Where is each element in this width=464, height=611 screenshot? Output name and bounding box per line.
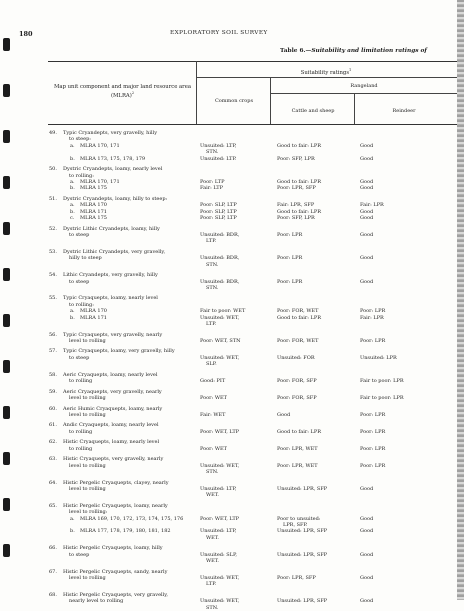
crops-rating: STN. [206,149,219,156]
sub-letter: a. [70,202,75,209]
sub-mlra: MLRA 173, 175, 178, 179 [80,155,146,162]
page-edge [457,0,464,600]
map-unit-name: hilly to steep [69,255,102,262]
reindeer-rating: Poor: LPR [360,445,386,452]
map-unit-header-text: Map unit component and major land resource area (MLRA) [53,84,191,100]
sub-mlra: MLRA 175 [80,215,107,221]
cattle-rating: Poor: SFP, LPR [277,215,315,221]
cattle-rating: Unsuited: LPR, SFP [277,598,328,605]
crops-rating: Poor: LTP [200,178,225,185]
map-unit-name: to steep [69,278,90,285]
row-number: 63. [49,456,57,463]
sub-letter: a. [70,308,75,315]
map-unit-name: to steep [69,231,90,238]
crops-rating: WET. [206,534,219,541]
cattle-header: Cattle and sheep [291,108,335,114]
map-unit-name: to rolling [69,378,93,385]
header-rule [196,77,457,78]
row-number: 61. [49,422,57,429]
crops-rating: LTP. [206,581,217,588]
suitability-note: 1 [349,68,352,72]
sub-letter: b. [70,314,75,321]
cattle-rating: Poor: LPR, WET [277,445,318,452]
row-number: 56. [49,331,57,338]
map-unit-name: Typic Cryaquepts, loamy, very gravelly, hilly [63,348,175,355]
cattle-rating: Poor: FOR, SFP [277,395,317,401]
cattle-rating: Poor: LPR [277,278,303,285]
sub-letter: c. [70,215,75,221]
reindeer-header: Reindeer [392,108,416,114]
row-number: 68. [49,591,57,598]
cattle-rating: Good [277,411,291,418]
map-unit-name: Aeric Cryaquepts, very gravelly, nearly [63,388,162,395]
reindeer-rating: Poor: LPR [360,411,386,418]
sub-mlra: MLRA 170 [80,202,107,209]
reindeer-rating: Good [360,255,374,262]
map-unit-name: Dystric Lithic Cryandepts, loamy, hilly [63,225,160,232]
crops-rating: Poor: SLP, LTP [200,208,237,215]
reindeer-rating: Good [360,155,374,162]
sub-letter: a. [70,515,75,522]
map-unit-name: Histic Cryaquepts, loamy, nearly level [63,439,160,446]
map-unit-name: level to rolling [69,395,106,401]
cattle-rating: Poor: FOR, SFP [277,378,317,385]
table-caption [280,48,427,54]
crops-rating: Unsuited: WET, [200,462,240,469]
crops-rating: Unsuited: WET, [200,598,240,605]
crops-rating: SLP. [206,361,217,368]
reindeer-rating: Poor: LPR [360,308,386,315]
common-crops-header: Common crops [214,98,254,104]
row-number: 66. [49,545,57,552]
map-unit-name: Andic Cryaquepts, loamy, nearly level [63,422,159,429]
map-unit-name: to rolling [69,445,93,452]
crops-rating: Poor: WET [200,395,227,401]
map-unit-name: level to rolling [69,462,106,469]
crops-rating: STN. [206,261,219,268]
map-unit-name: Aeric Humic Cryaquepts, loamy, nearly [63,405,163,412]
map-unit-name: Histic Pergelic Cryaquepts, clayey, nearly [63,479,169,486]
crops-rating: Fair: WET [200,411,226,418]
cattle-rating: Poor: LPR, WET [277,462,318,469]
map-unit-name: Dystric Cryandepts, loamy, hilly to steep: [63,195,168,202]
sub-letter: b. [70,528,75,535]
cattle-rating: Good to fair: LPR [277,314,321,321]
cattle-rating: Good to fair: LPR [277,428,321,435]
map-unit-name: Histic Cryaquepts, very gravelly, nearly [63,456,164,463]
row-number: 67. [49,568,57,575]
row-number: 50. [49,166,57,173]
map-unit-name: Typic Cryandepts, very gravelly, hilly [63,130,158,136]
crops-rating: WET. [206,492,219,499]
cattle-rating: Good to fair: LPR [277,208,321,215]
map-unit-name: Typic Cryaquepts, loamy, nearly level [63,295,158,302]
crops-rating: Poor: WET [200,445,227,452]
crops-rating: WET. [206,558,219,565]
map-unit-name: Histic Pergelic Cryaquepts, loamy, hilly [63,545,163,552]
sub-letter: b. [70,155,75,162]
row-number: 49. [49,130,57,136]
crops-rating: Unsuited: SLP, [200,551,237,558]
cattle-rating: Poor: LPR [277,231,303,238]
row-number: 55. [49,295,57,302]
cattle-rating: Fair: LPR, SFP [277,202,315,209]
cattle-rating: Poor: LPR [277,255,303,262]
sub-letter: a. [70,142,75,149]
crops-rating: Unsuited: BDR, [200,255,240,262]
reindeer-rating: Good [360,528,374,535]
sub-mlra: MLRA 170, 171 [80,142,120,149]
reindeer-rating: Good [360,215,374,221]
crops-rating: LTP. [206,238,217,245]
sub-letter: b. [70,185,75,192]
crops-rating: STN. [206,469,219,475]
header-bottom-rule [48,124,457,125]
reindeer-rating: Good [360,178,374,185]
map-unit-name: to steep: [69,136,91,143]
reindeer-rating: Good [360,575,374,581]
crops-rating: Poor: WET, STN [200,337,241,344]
map-unit-name: Typic Cryaquepts, very gravelly, nearly [63,331,163,338]
row-number: 57. [49,348,57,355]
map-unit-name: to rolling: [69,301,94,308]
cattle-rating: Good to fair: LPR [277,178,321,185]
table-top-rule [48,61,457,62]
table-caption-title: —Suitability and limitation ratings of [305,48,427,54]
reindeer-rating: Fair to poor: LPR [360,395,404,401]
sub-mlra: MLRA 169, 170, 172, 173, 174, 175, 176 [80,515,184,522]
crops-rating: Unsuited: LTP, [200,485,237,492]
cattle-rating: Unsuited: FOR [277,354,315,361]
running-head: EXPLORATORY SOIL SURVEY [170,30,268,36]
map-unit-name: Dystric Lithic Cryandepts, very gravelly, [63,248,166,255]
crops-rating: Fair: LTP [200,185,223,192]
crops-rating: Poor: WET, LTP [200,515,240,522]
crops-rating: Poor: WET, LTP [200,428,240,435]
row-number: 59. [49,388,57,395]
map-unit-name: Histic Pergelic Cryaquepts, very gravelly, [63,591,169,598]
cattle-rating: Poor: FOR, WET [277,337,319,344]
map-unit-name: Histic Pergelic Cryaquepts, loamy, nearly [63,502,168,509]
crops-rating: Unsuited: LTP, [200,528,237,535]
cattle-rating: Poor to unsuited: [277,515,321,522]
reindeer-rating: Good [360,278,374,285]
sub-mlra: MLRA 170 [80,308,107,315]
map-unit-name: level to rolling: [69,509,108,516]
cattle-rating: Good to fair: LPR [277,142,321,149]
sub-mlra: MLRA 171 [80,208,107,215]
row-number: 60. [49,405,57,412]
sub-letter: b. [70,208,75,215]
cattle-rating: Unsuited: LPR, SFP [277,528,328,535]
column-divider [270,77,271,124]
map-unit-name: to rolling: [69,172,94,179]
cattle-rating: Poor: LPR, SFP [277,575,316,581]
cattle-rating: Poor: SFP, LPR [277,155,315,162]
crops-rating: Unsuited: WET, [200,354,240,361]
crops-rating: Poor: SLP, LTP [200,215,237,221]
header-rule [270,93,457,94]
reindeer-rating: Poor: LPR [360,428,386,435]
reindeer-rating: Good [360,515,374,522]
crops-rating: Good: PIT [200,378,226,385]
column-divider [354,93,355,124]
cattle-rating: Unsuited: LPR, SFP [277,485,328,492]
crops-rating: Unsuited: LTP. [200,155,237,162]
sub-mlra: MLRA 175 [80,185,107,192]
map-unit-name: to rolling [69,428,93,435]
table-caption-label: Table 6. [280,48,306,54]
map-unit-name: level to rolling [69,337,106,344]
map-unit-name: Histic Pergelic Cryaquepts, sandy, nearly [63,568,168,575]
reindeer-rating: Poor: LPR [360,462,386,469]
row-number: 52. [49,225,57,232]
reindeer-rating: Good [360,231,374,238]
suitability-header-text: Suitability ratings [300,69,350,76]
crops-rating: Unsuited: LTP, [200,142,237,149]
rangeland-header: Rangeland [350,83,378,89]
map-unit-name: to steep [69,354,90,361]
sub-letter: a. [70,178,75,185]
column-divider [196,61,197,124]
reindeer-rating: Good [360,551,374,558]
map-unit-name: level to rolling [69,411,106,418]
row-number: 53. [49,248,57,255]
reindeer-rating: Poor: LPR [360,337,386,344]
cattle-rating: Poor: LPR, SFP [277,185,316,192]
crops-rating: STN. [206,284,219,291]
crops-rating: Unsuited: BDR, [200,231,240,238]
reindeer-rating: Good [360,208,374,215]
suitability-header [196,67,456,76]
cattle-rating: Unsuited: LPR, SFP [277,551,328,558]
sub-mlra: MLRA 170, 171 [80,178,120,185]
crops-rating: Fair to poor: WET [200,308,246,315]
cattle-rating: Poor: FOR, WET [277,308,319,315]
map-unit-note: 2 [131,91,135,96]
map-unit-name: Aeric Cryaquepts, loamy, nearly level [63,371,158,378]
row-number: 58. [49,371,57,378]
binder-holes [3,0,13,600]
crops-rating: Unsuited: WET, [200,314,240,321]
row-number: 51. [49,195,57,202]
reindeer-rating: Fair: LPR [360,202,384,209]
sub-mlra: MLRA 177, 178, 179, 180, 181, 182 [80,528,171,535]
map-unit-name: level to rolling [69,575,106,581]
map-unit-header [50,84,195,100]
row-number: 65. [49,502,57,509]
crops-rating: STN. [206,604,219,611]
map-unit-name: nearly level to rolling [69,598,124,605]
reindeer-rating: Fair to poor: LPR [360,378,404,385]
map-unit-name: Dystric Cryandepts, loamy, nearly level [63,166,163,173]
row-number: 64. [49,479,57,486]
cattle-rating: LPR, SFP. [283,522,308,528]
reindeer-rating: Fair: LPR [360,314,384,321]
crops-rating: Poor: SLP, LTP [200,202,237,209]
reindeer-rating: Good [360,185,374,192]
map-unit-name: Lithic Cryandepts, very gravelly, hilly [63,272,158,279]
reindeer-rating: Good [360,485,374,492]
sub-mlra: MLRA 171 [80,314,107,321]
crops-rating: Unsuited: BDR, [200,278,240,285]
crops-rating: Unsuited: WET, [200,575,240,581]
reindeer-rating: Unsuited: LPR [360,354,397,361]
reindeer-rating: Good [360,598,374,605]
map-unit-name: to steep [69,551,90,558]
map-unit-name: level to rolling [69,485,106,492]
row-number: 62. [49,439,57,446]
page-number: 180 [19,30,33,38]
row-number: 54. [49,272,57,279]
reindeer-rating: Good [360,142,374,149]
crops-rating: LTP. [206,321,217,327]
